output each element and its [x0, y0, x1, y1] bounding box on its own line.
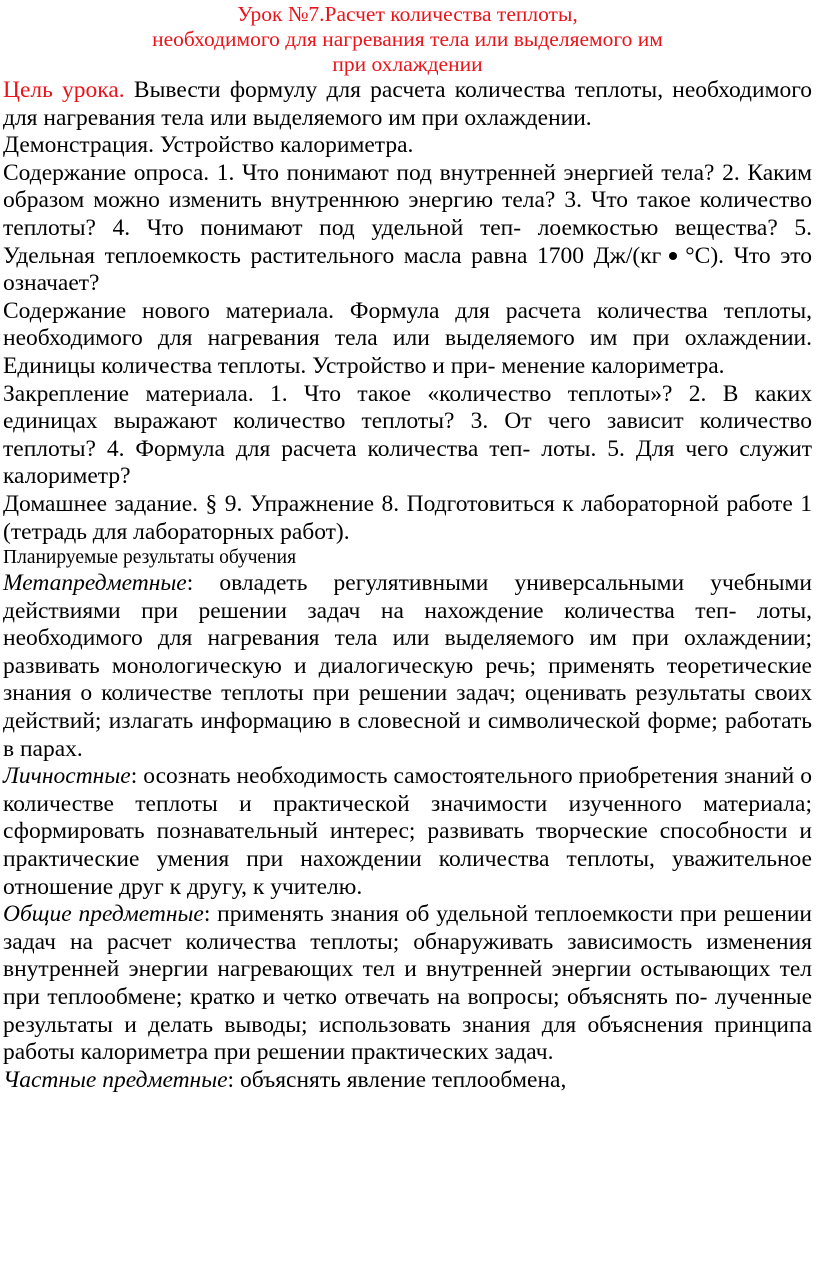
title-line-2: необходимого для нагревания тела или выделяемого им	[152, 27, 663, 51]
goal-label: Цель урока.	[3, 77, 125, 103]
general-text: : применять знания об удельной теплоемкости при решении задач на расчет количества теплоты; обнаруживать зависимость изменения внутренней энергии нагревающих тел и внутренней энергии остывающих тел при теплообмене; кратко и четко отвечать на вопросы; объяснять по- лученные результаты и делать выводы; использовать знания для объяснения принципа работы калориметра при решении практических задач.	[3, 901, 812, 1066]
personal-results	[3, 763, 812, 901]
title-line-3: при охлаждении	[332, 52, 483, 76]
title-line-1: Урок №7.Расчет количества теплоты,	[237, 2, 578, 26]
specific-label: Частные предметные	[3, 1066, 228, 1093]
general-label: Общие предметные	[3, 901, 204, 928]
consolidation: Закрепление материала. 1. Что такое «количество теплоты»? 2. В каких единицах выражают количество теплоты? 3. От чего зависит количество теплоты? 4. Формула для расчета количества теп- лоты. 5. Для чего служит калориметр?	[3, 380, 812, 490]
demonstration: Демонстрация. Устройство калориметра.	[3, 132, 414, 159]
homework: Домашнее задание. § 9. Упражнение 8. Подготовиться к лабораторной работе 1 (тетрадь для лабораторных работ).	[3, 490, 812, 545]
lesson-goal	[3, 77, 812, 132]
meta-label: Метапредметные	[3, 570, 187, 597]
specific-subject-results	[3, 1067, 812, 1095]
goal-text: Вывести формулу для расчета количества теплоты, необходимого для нагревания тела или выделяемого им при охлаждении.	[3, 77, 812, 131]
meta-subject-results	[3, 570, 812, 763]
meta-text: : овладеть регулятивными универсальными учебными действиями при решении задач на нахождение количества теп- лоты, необходимого для нагревания тела или выделяемого им при охлаждении; развивать монологическую и диалогическую речь; применять теоретические знания о количестве теплоты при решении задач; оценивать результаты своих действий; излагать информацию в словесной и символической форме; работать в парах.	[3, 570, 812, 762]
survey-text: Содержание опроса. 1. Что понимают под внутренней энергией тела? 2. Каким образом можно изменить внутреннюю энергию тела? 3. Что такое количество теплоты? 4. Что понимают под удельной теп- лоемкостью вещества? 5. Удельная теплоемкость растительного масла равна 1700 Дж/(кг	[3, 159, 812, 269]
planned-results-heading: Планируемые результаты обучения	[3, 547, 297, 569]
personal-text: : осознать необходимость самостоятельного приобретения знаний о количестве теплоты и практической значимости изученного материала; сформировать познавательный интерес; развивать творческие способности и практические умения при нахождении количества теплоты, уважительное отношение друг к другу, к учителю.	[3, 763, 812, 900]
specific-text: : объяснять явление теплообмена,	[227, 1066, 567, 1093]
new-material: Содержание нового материала. Формула для расчета количества теплоты, необходимого для нагревания тела или выделяемого им при охлаждении. Единицы количества теплоты. Устройство и при- менение калориметра.	[3, 297, 812, 379]
general-subject-results	[3, 901, 812, 1067]
survey-text-end: °С). Что это означает?	[3, 242, 812, 297]
personal-label: Личностные	[3, 763, 131, 790]
lesson-title	[3, 2, 812, 77]
document-page	[0, 2, 816, 1268]
multiplication-dot-icon	[669, 252, 677, 260]
survey-content	[3, 160, 812, 298]
